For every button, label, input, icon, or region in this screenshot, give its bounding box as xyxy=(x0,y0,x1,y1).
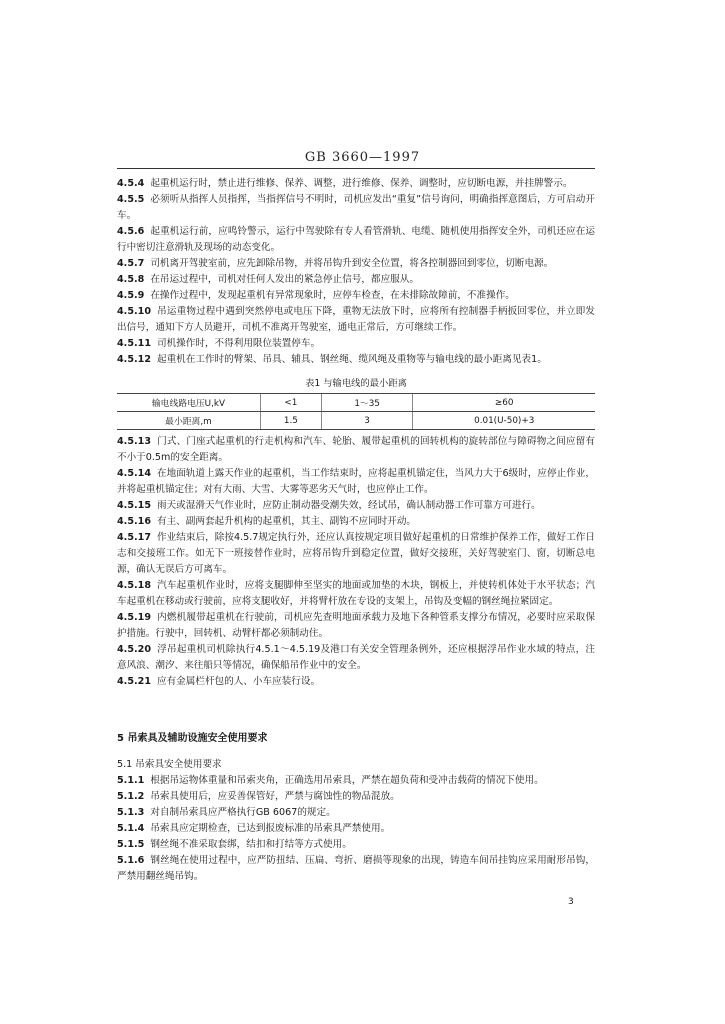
table-row xyxy=(117,394,595,412)
table-caption: 表1 与输电线的最小距离 xyxy=(305,378,407,389)
clause-paragraph xyxy=(117,466,595,498)
clause-text: 内燃机履带起重机在行驶前，司机应先查明地面承载力及地下各种管系支撑分布情况，必要时应采取保护措施。行驶中，回转机、动臂杆都必须制动住。 xyxy=(117,612,595,639)
clause-text: 在吊运过程中，司机对任何人发出的紧急停止信号，都应服从。 xyxy=(150,274,419,285)
table-cell: 0.01(U-50)+3 xyxy=(413,412,595,430)
clause-number: 4.5.8 xyxy=(117,274,145,285)
clause-paragraph xyxy=(117,256,595,272)
clause-number: 5.1.6 xyxy=(117,855,145,866)
clause-number: 4.5.11 xyxy=(117,338,151,349)
document-header: GB 3660—1997 xyxy=(304,150,421,165)
section-5 xyxy=(117,731,595,885)
clause-number: 4.5.5 xyxy=(117,194,145,205)
clause-paragraph xyxy=(117,789,595,805)
clause-number: 4.5.7 xyxy=(117,258,145,269)
clause-paragraph xyxy=(117,578,595,610)
clause-number: 4.5.20 xyxy=(117,644,151,655)
table-cell: ≥60 xyxy=(413,394,595,412)
clause-paragraph xyxy=(117,853,595,885)
clause-number: 4.5.9 xyxy=(117,290,145,301)
header-rule xyxy=(117,168,595,169)
clause-paragraph xyxy=(117,336,595,352)
clause-number: 4.5.10 xyxy=(117,306,151,317)
clause-number: 4.5.4 xyxy=(117,178,145,189)
table-cell: <1 xyxy=(260,394,321,412)
clause-number: 5.1.4 xyxy=(117,823,145,834)
clause-text: 起重机在工作时的臂架、吊具、辅具、钢丝绳、缆风绳及重物等与输电线的最小距离见表1。 xyxy=(157,354,547,365)
clause-paragraph xyxy=(117,434,595,466)
clause-paragraph xyxy=(117,272,595,288)
clause-paragraph xyxy=(117,773,595,789)
clause-text: 在操作过程中，发现起重机有异常现象时，应停车检查，在未排除故障前，不准操作。 xyxy=(150,290,515,301)
clause-number: 4.5.15 xyxy=(117,500,151,511)
clause-paragraph xyxy=(117,192,595,224)
table-cell: 3 xyxy=(321,412,413,430)
clause-text: 作业结束后，除按4.5.7规定执行外，还应认真按规定项目做好起重机的日常维护保养工作，做好工作日志和交接班工作。如无下一班接替作业时，应将吊钩升到稳定位置，做好交接班，关好驾驶室门、窗，切断总电源，确认无误后方可离车。 xyxy=(117,532,595,575)
clause-block-a xyxy=(117,176,595,368)
clause-number: 4.5.21 xyxy=(117,676,151,687)
clause-text: 汽车起重机作业时，应将支腿脚伸至坚实的地面或加垫的木块，钢板上，并使转机体处于水平状态；汽车起重机在移动或行驶前，应将支腿收好，并将臂杆放在专设的支架上，吊钩及变幅的钢丝绳拉紧固定。 xyxy=(117,580,595,607)
clause-paragraph xyxy=(117,821,595,837)
clause-text: 门式、门座式起重机的行走机构和汽车、轮胎、履带起重机的回转机构的旋转部位与障碍物之间应留有不小于0.5m的安全距离。 xyxy=(117,436,595,463)
table-row xyxy=(117,412,595,430)
clause-number: 4.5.16 xyxy=(117,516,151,527)
clause-text: 司机操作时，不得利用限位装置停车。 xyxy=(157,338,321,349)
clause-number: 5.1.5 xyxy=(117,839,145,850)
clause-number: 4.5.13 xyxy=(117,436,151,447)
distance-table xyxy=(117,393,595,430)
clause-number: 4.5.12 xyxy=(117,354,151,365)
clause-paragraph xyxy=(117,176,595,192)
table-cell: 1～35 xyxy=(321,394,413,412)
clause-number: 4.5.19 xyxy=(117,612,151,623)
clause-paragraph xyxy=(117,224,595,256)
clause-text: 浮吊起重机司机除执行4.5.1～4.5.19及港口有关安全管理条例外，还应根据浮吊作业水域的特点，注意风浪、潮汐、来往船只等情况，确保船吊作业中的安全。 xyxy=(117,644,595,671)
clause-text: 雨天或湿滑天气作业时，应防止制动器受潮失效，经试吊，确认制动器工作可靠方可进行。 xyxy=(157,500,541,511)
table-row-label: 最小距离,m xyxy=(117,412,260,430)
clause-number: 5.1.1 xyxy=(117,775,145,786)
clause-paragraph xyxy=(117,352,595,368)
clause-text: 吊索具应定期检查，已达到报废标准的吊索具严禁使用。 xyxy=(150,823,391,834)
clause-paragraph xyxy=(117,805,595,821)
clause-number: 5.1.3 xyxy=(117,807,145,818)
section-5-items xyxy=(117,773,595,885)
clause-text: 吊运重物过程中遇到突然停电或电压下降，重物无法放下时，应将所有控制器手柄扳回零位，并立即发出信号，通知下方人员避开，司机不准离开驾驶室，通电正常后，方可继续工作。 xyxy=(117,306,595,333)
clause-block-b xyxy=(117,434,595,690)
clause-text: 起重机运行时，禁止进行维修、保养、调整，进行维修、保养、调整时，应切断电源，并挂牌警示。 xyxy=(150,178,573,189)
clause-text: 起重机运行前，应鸣铃警示，运行中驾驶除有专人看管滑轨、电缆、随机使用指挥安全外，司机还应在运行中密切注意滑轨及现场的动态变化。 xyxy=(117,226,595,253)
clause-text: 在地面轨道上露天作业的起重机，当工作结束时，应将起重机锚定住，当风力大于6级时，应停止作业，并将起重机锚定住；对有大雨、大雪、大雾等恶劣天气时，也应停止工作。 xyxy=(117,468,595,495)
clause-number: 4.5.18 xyxy=(117,580,151,591)
clause-text: 根据吊运物体重量和吊索夹角，正确选用吊索具，严禁在超负荷和受冲击载荷的情况下使用。 xyxy=(150,775,544,786)
clause-paragraph xyxy=(117,530,595,578)
clause-number: 4.5.17 xyxy=(117,532,151,543)
clause-text: 有主、副两套起升机构的起重机，其主、副钩不应同时开动。 xyxy=(157,516,417,527)
table-row-label: 输电线路电压U,kV xyxy=(117,394,260,412)
clause-paragraph xyxy=(117,304,595,336)
clause-paragraph xyxy=(117,642,595,674)
clause-paragraph xyxy=(117,610,595,642)
clause-paragraph xyxy=(117,498,595,514)
clause-text: 对自制吊索具应严格执行GB 6067的规定。 xyxy=(150,807,336,818)
clause-paragraph xyxy=(117,288,595,304)
clause-number: 4.5.6 xyxy=(117,226,145,237)
clause-paragraph xyxy=(117,674,595,690)
section-title: 5 吊索具及辅助设施安全使用要求 xyxy=(117,733,268,744)
clause-text: 司机离开驾驶室前，应先卸除吊物，并将吊钩升到安全位置，将各控制器回到零位，切断电源。 xyxy=(150,258,554,269)
clause-text: 应有金属栏杆包的人、小车应装行设。 xyxy=(157,676,321,687)
clause-paragraph xyxy=(117,837,595,853)
clause-number: 4.5.14 xyxy=(117,468,151,479)
clause-paragraph xyxy=(117,514,595,530)
clause-text: 钢丝绳不准采取套绑，结扣和打结等方式使用。 xyxy=(150,839,352,850)
clause-text: 钢丝绳在使用过程中，应严防扭结、压扁、弯折、磨损等现象的出现，铸造车间吊挂钩应采用耐形吊钩，严禁用翻丝绳吊钩。 xyxy=(117,855,595,882)
clause-text: 必须听从指挥人员指挥，当指挥信号不明时，司机应发出“重复”信号询问，明确指挥意图后，方可启动开车。 xyxy=(117,194,595,221)
clause-text: 吊索具使用后，应妥善保管好，严禁与腐蚀性的物品混放。 xyxy=(150,791,400,802)
page-number: 3 xyxy=(568,897,574,907)
subsection-title: 5.1 吊索具安全使用要求 xyxy=(117,759,222,770)
table-cell: 1.5 xyxy=(260,412,321,430)
clause-number: 5.1.2 xyxy=(117,791,145,802)
